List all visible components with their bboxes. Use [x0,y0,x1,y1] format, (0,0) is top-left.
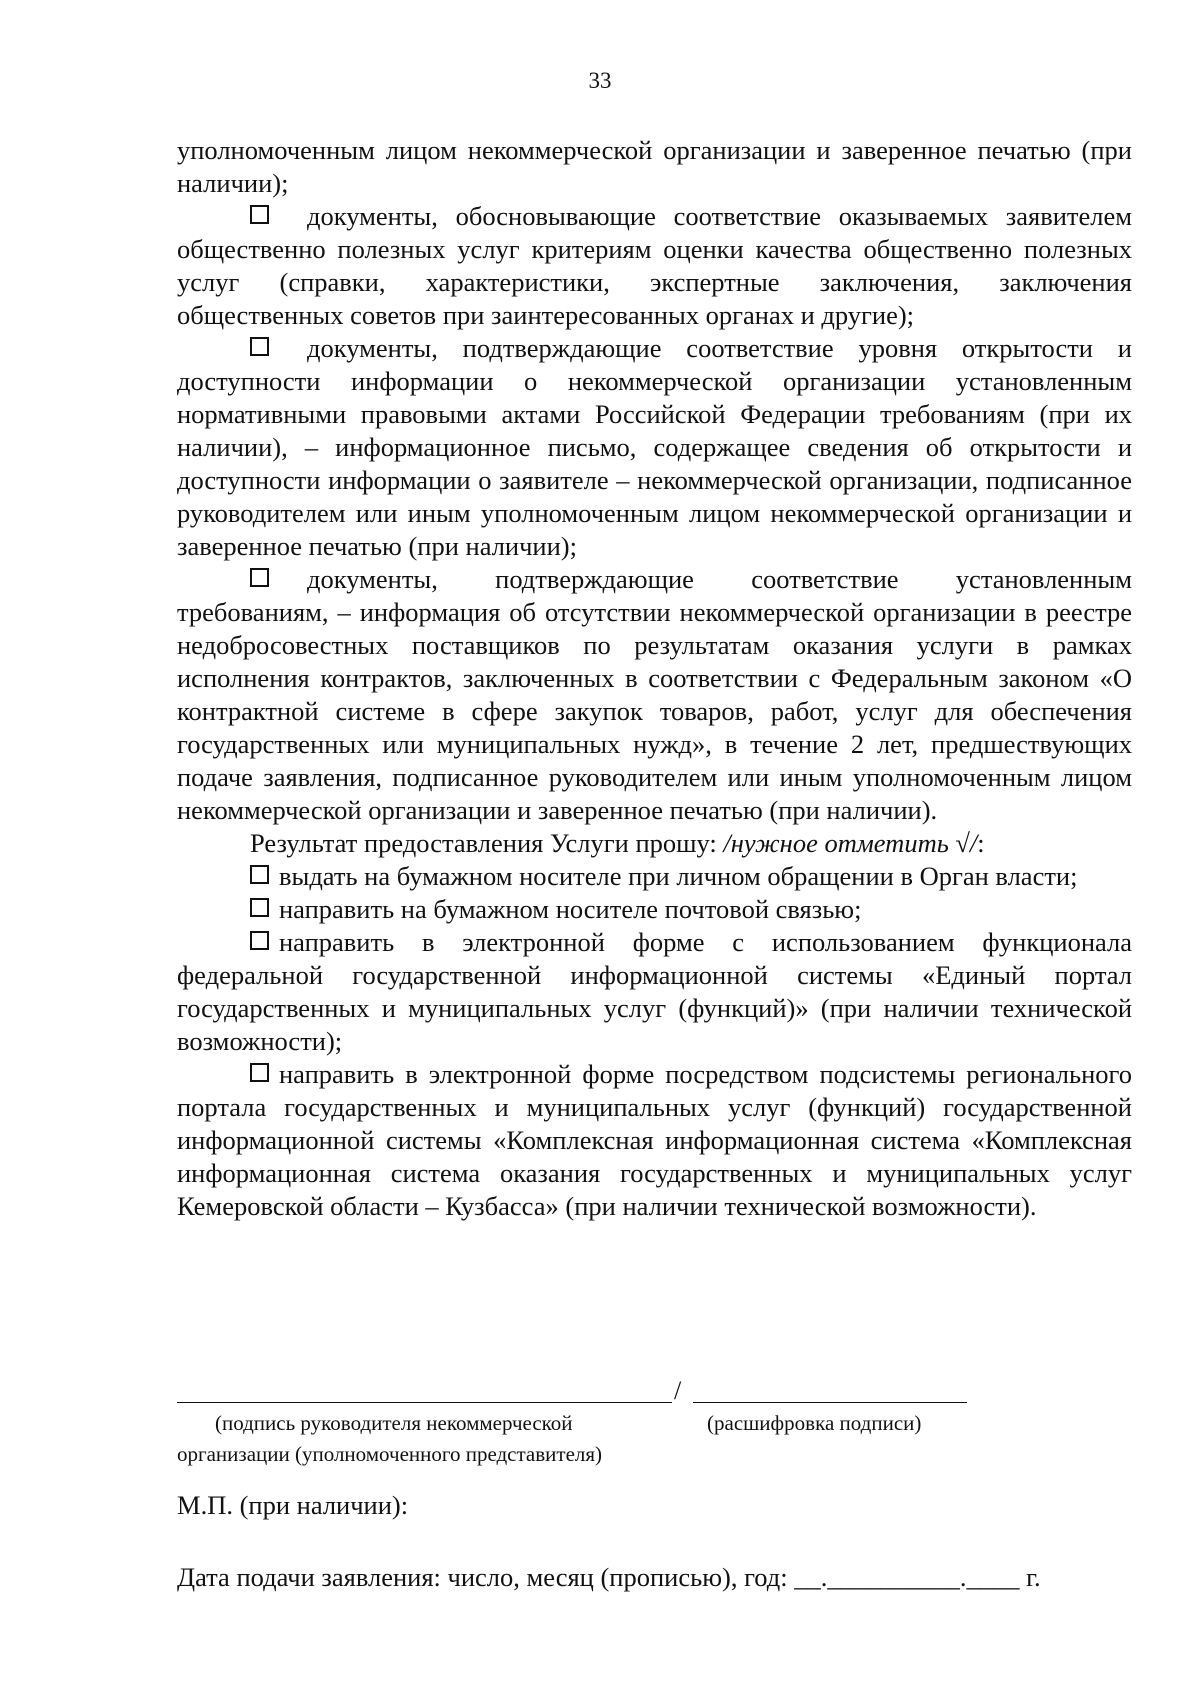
option-text: направить в электронной форме посредством подсистемы регионального портала государственных и муниципальных услуг (функций) государственной информационной системы «Комплексная информационная система «Комплексная информационная система оказания государственных и муниципальных услуг Кемеровской области – Кузбасса» (при наличии технической возможности). [177,1059,1132,1221]
paragraph-text: документы, обосновывающие соответствие оказываемых заявителем общественно полезных услуг критериям оценки качества общественно полезных услуг (справки, характеристики, экспертные заключения, заключения общественных советов при заинтересованных органах и другие); [177,201,1132,330]
result-option-regional-portal [177,1058,1132,1223]
checkbox-icon[interactable] [250,1063,269,1082]
result-request-intro [177,827,1132,860]
intro-italic-note: /нужное отметить √/ [723,828,978,858]
signature-block [177,1378,1137,1474]
option-text: направить на бумажном носителе почтовой связью; [279,894,862,924]
paragraph-text: документы, подтверждающие соответствие установленным требованиям, – информация об отсутствии некоммерческой организации в реестре недобросовестных поставщиков по результатам оказания услуги в рамках исполнения контрактов, заключенных в соответствии с Федеральным законом «О контрактной системе в сфере закупок товаров, работ, услуг для обеспечения государственных или муниципальных нужд», в течение 2 лет, предшествующих подаче заявления, подписанное руководителем или иным уполномоченным лицом некоммерческой организации и заверенное печатью (при наличии). [177,564,1132,825]
result-option-paper-in-person [177,860,1132,893]
signature-line[interactable] [177,1402,672,1403]
paragraph-quality-documents [177,200,1132,332]
option-text: выдать на бумажном носителе при личном обращении в Орган власти; [279,861,1078,891]
checkbox-icon[interactable] [250,931,269,950]
paragraph-continuation: уполномоченным лицом некоммерческой организации и заверенное печатью (при наличии); [177,135,1132,198]
checkbox-icon[interactable] [250,205,269,224]
signature-caption-line-2: организации (уполномоченного представителя) [177,1442,603,1466]
checkbox-icon[interactable] [250,898,269,917]
result-option-federal-portal [177,926,1132,1058]
signature-captions [177,1408,1137,1474]
signature-decoding-caption: (расшифровка подписи) [707,1411,922,1435]
paragraph-openness-documents [177,332,1132,563]
paragraph-requirements-documents [177,563,1132,827]
signature-decoding-line[interactable] [693,1402,967,1403]
submission-date-line: Дата подачи заявления: число, месяц (прописью), год: __.__________.____ г. [177,1562,1041,1592]
signature-lines [177,1378,1137,1408]
signature-caption [177,1408,602,1470]
intro-end: : [977,828,985,858]
document-body [177,134,1132,1223]
paragraph-text: документы, подтверждающие соответствие уровня открытости и доступности информации о некоммерческой организации установленным нормативными правовыми актами Российской Федерации требованиям (при их наличии), – информационное письмо, содержащее сведения об открытости и доступности информации о заявителе – некоммерческой организации, подписанное руководителем или иным уполномоченным лицом некоммерческой организации и заверенное печатью (при наличии); [177,333,1132,561]
result-option-paper-mail [177,893,1132,926]
signature-caption-line-1: (подпись руководителя некоммерческой [215,1411,573,1435]
option-text: направить в электронной форме с использованием функционала федеральной государственной информационной системы «Единый портал государственных и муниципальных услуг (функций)» (при наличии технической возможности); [177,927,1132,1056]
checkbox-icon[interactable] [250,337,269,356]
checkbox-icon[interactable] [250,865,269,884]
page-number: 33 [588,68,612,93]
stamp-label: М.П. (при наличии): [177,1490,409,1520]
checkbox-icon[interactable] [250,568,269,587]
intro-text: Результат предоставления Услуги прошу: [250,828,724,858]
signature-separator: / [674,1376,682,1405]
